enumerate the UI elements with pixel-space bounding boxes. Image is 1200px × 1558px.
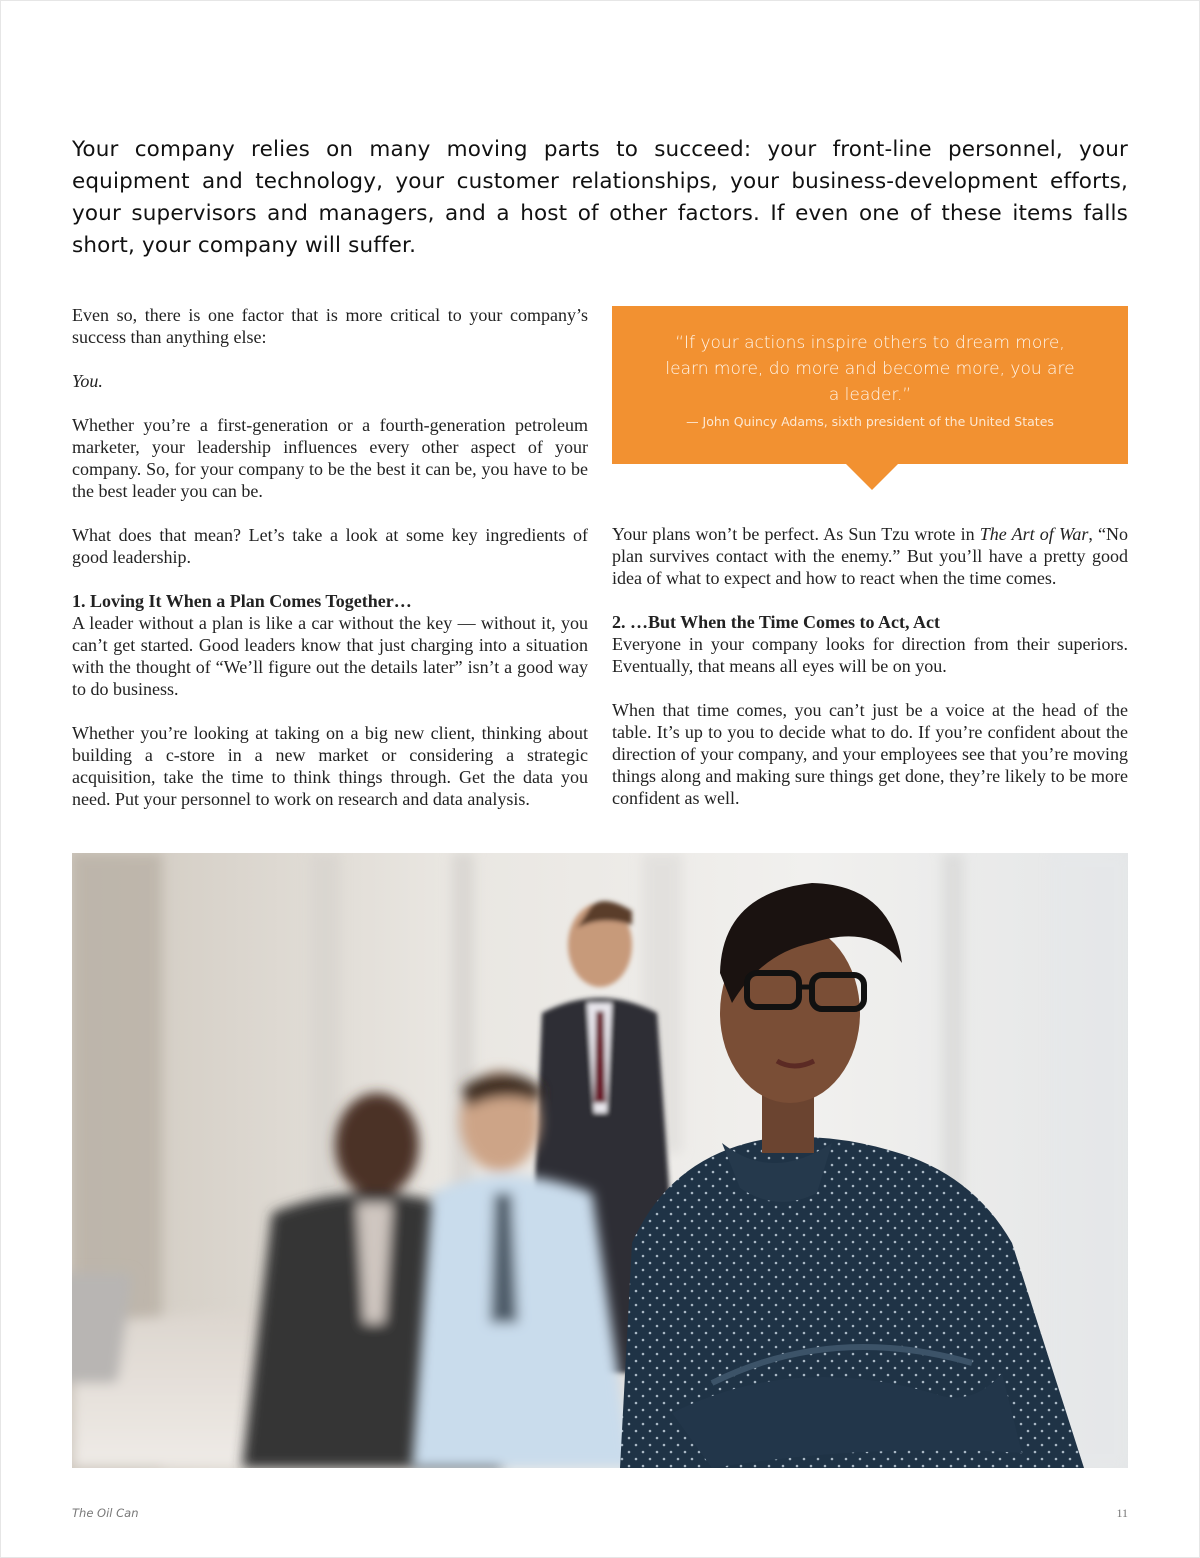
text-span: Your plans won’t be perfect. As Sun Tzu wrote in xyxy=(612,524,980,544)
text-span: , “No plan survives contact with the enemy.” But you’ll have a pretty good idea of what to expect and how to react when the time comes. xyxy=(612,524,1128,588)
page-number: 11 xyxy=(1116,1506,1128,1520)
paragraph: Everyone in your company looks for direction from their superiors. Eventually, that means all eyes will be on you. xyxy=(612,634,1128,676)
intro-paragraph: Your company relies on many moving parts to succeed: your front-line personnel, your equipment and technology, your customer relationships, your business-development efforts, your supervisors and managers, and a host of other factors. If even one of these items falls short, your company will suffer. xyxy=(72,137,1128,258)
paragraph: A leader without a plan is like a car without the key — without it, you can’t get started. Good leaders know that just charging into a situation with the thought of “We’ll figure out the details later” isn’t a good way to do business. xyxy=(72,613,588,699)
publication-name: The Oil Can xyxy=(72,1506,139,1520)
paragraph-you: You. xyxy=(72,371,103,391)
pull-quote xyxy=(612,306,1128,464)
office-meeting-photo xyxy=(72,853,1128,1468)
quote-text: “If your actions inspire others to dream more, learn more, do more and become more, you are a leader.” xyxy=(665,333,1075,405)
section-heading-2: 2. …But When the Time Comes to Act, Act xyxy=(612,612,940,632)
book-title: The Art of War xyxy=(979,524,1089,544)
right-column xyxy=(612,523,1128,831)
paragraph: What does that mean? Let’s take a look at some key ingredients of good leadership. xyxy=(72,525,588,567)
left-column xyxy=(72,304,588,832)
quote-attribution: — John Quincy Adams, sixth president of the United States xyxy=(686,414,1054,429)
paragraph xyxy=(612,523,1128,589)
paragraph: When that time comes, you can’t just be a voice at the head of the table. It’s up to you to decide what to do. If you’re confident about the direction of your company, and your employees see that you’re moving things along and making sure things get done, they’re likely to be more confident as well. xyxy=(612,700,1128,808)
paragraph: Even so, there is one factor that is more critical to your company’s success than anything else: xyxy=(72,305,588,347)
section-heading-1: 1. Loving It When a Plan Comes Together… xyxy=(72,591,412,611)
paragraph: Whether you’re looking at taking on a big new client, thinking about building a c-store in a new market or considering a strategic acquisition, take the time to think things through. Get the data you need. Put your personnel to work on research and data analysis. xyxy=(72,723,588,809)
paragraph: Whether you’re a first-generation or a fourth-generation petroleum marketer, your leadership influences every other aspect of your company. So, for your company to be the best it can be, you have to be the best leader you can be. xyxy=(72,415,588,501)
quote-pointer xyxy=(846,464,898,490)
